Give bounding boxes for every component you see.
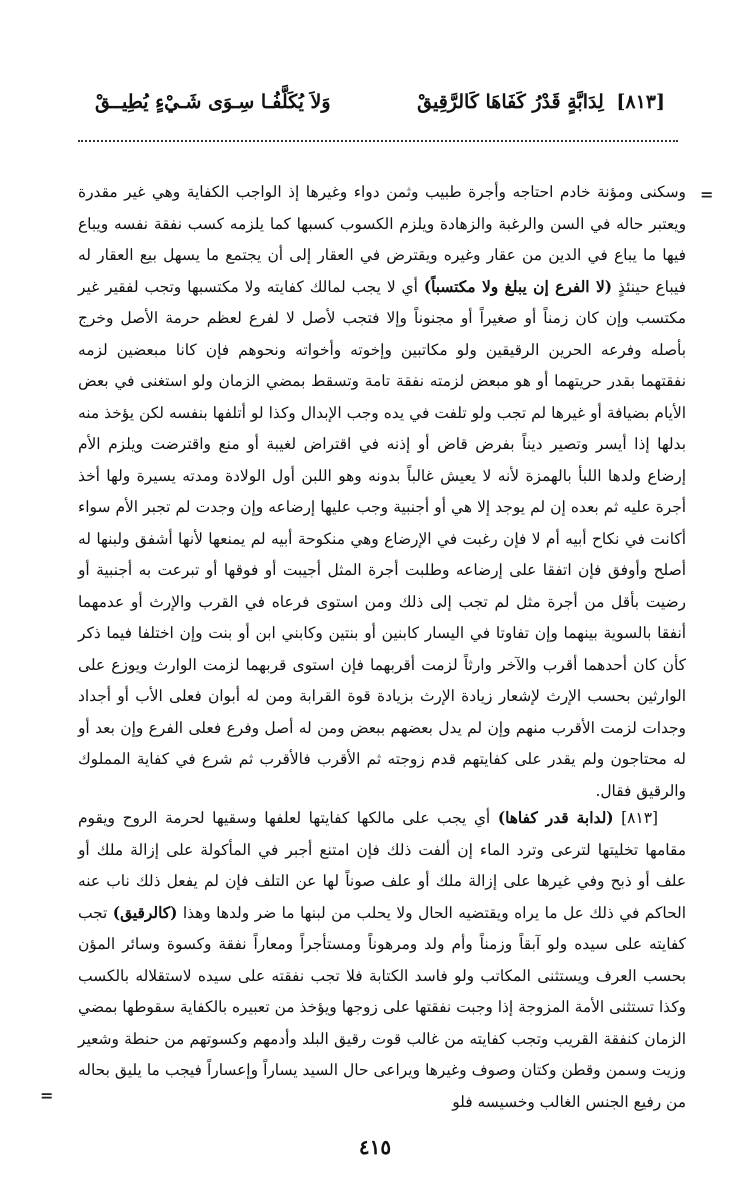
bold-quote: (كالرقيق) — [112, 903, 178, 922]
paragraph-commentary-2: [٨١٣] (لدابة قدر كفاها) أي يجب على مالكها كفايتها لعلفها وسقيها لحرمة الروح ويقوم مقامها تخليتها لترعى وترد الماء إن ألفت ذلك فإن امتنع أجبر في المأكولة على إزالة ملك أو علف أو ذبح وفي غيرها على إزالة ملك أو علف صوناً لها عن التلف فإن لم يفعل ذلك ناب عنه الحاكم في ذلك عل ما يراه ويقتضيه الحال ولا يحلب من لبنها ما ضر ولدها وهذا (كالرقيق) تجب كفايته على سيده ولو آبقاً وزمناً وأم ولد ومرهوناً ومستأجراً ومعاراً نفقة وكسوة وسائر المؤن بحسب العرف ويستثنى المكاتب ولو فاسد الكتابة فلا تجب نفقته على سيده لاستقلاله بالكسب وكذا تستثنى الأمة المزوجة إذا وجبت نفقتها على زوجها ويؤخذ من تعبيره بالكفاية سقوطها بمضي الزمان كنفقة القريب وتجب كفايته من غالب قوت رقيق البلد وأدمهم وكسوتهم من حنطة وشعير وزيت وسمن وقطن وكتان وصوف وغيرها ويراعى حال السيد يساراً وإعساراً فيجب ما يليق بحاله من رفيع الجنس الغالب وخسيسه فلو — [78, 809, 686, 1111]
margin-mark-top: = — [700, 185, 714, 204]
paragraph-number: [٨١٣] — [621, 809, 658, 827]
verse-header — [95, 82, 665, 122]
margin-mark-bottom: = — [40, 1086, 54, 1105]
page-number: ٤١٥ — [358, 1135, 392, 1159]
verse-hemistich-first: [٨١٣] لِدَابَّةٍ قَدْرُ كَفَاهَا كَالرَّقِيقْ — [417, 91, 665, 113]
paragraph-commentary-1: وسكنى ومؤنة خادم احتاجه وأجرة طبيب وثمن دواء وغيرها إذ الواجب الكفاية وهي غير مقدرة ويعتبر حاله في السن والرغبة والزهادة ويلزم الكسوب كسبها كما يلزمه كسب نفقة نفسه ويباع فيها ما يباع في الدين من عقار وغيره ويقترض في العقار إلى أن يجتمع ما يسهل بيع العقار له فيباع حينئذٍ (لا الفرع إن يبلغ ولا مكتسباً) أي لا يجب لمالك كفايته ولا مكتسبها وتجب لفقير غير مكتسب وإن كان زمناً أو صغيراً أو مجنوناً وإلا فتجب لأصل لا لفرع لعظم حرمة الأصل وخرج بأصله وفرعه الحرين الرقيقين ولو مكاتبين وإخوته وأخواته ونحوهم فإن كانا مبعضين لزمه نفقتهما بقدر حريتهما أو هو مبعض لزمته نفقة تامة وتسقط بمضي الزمان ولو استغنى في بعض الأيام بضيافة أو غيرها لم تجب ولو تلفت في يده وجب الإبدال وكذا لو أتلفها بنفسه لكن يؤخذ منه بدلها إذا أيسر وتصير ديناً بفرض قاض أو إذنه في اقتراض لغيبة أو منع واقترضت ويلزم الأم إرضاع ولدها اللبأ بالهمزة لأنه لا يعيش غالباً بدونه وهو اللبن أول الولادة ومدته يسيرة ولها أخذ أجرة عليه ثم بعده إن لم يوجد إلا هي أو أجنبية وجب عليها إرضاعه وإن وجدت لم تجبر الأم سواء أكانت في نكاح أبيه أم لا فإن رغبت في الإرضاع وهي منكوحة أبيه لم يمنعها لأنها أشفق ولبنها له أصلح وأوفق فإن اتفقا على إرضاعه وطلبت أجرة المثل أجيبت أو فوقها أو تبرعت به أجنبية أو رضيت بأقل من أجرة مثل لم تجب إلى ذلك ومن استوى فرعاه في القرب والإرث أو عدمهما أنفقا بالسوية بينهما وإن تفاوتا في اليسار كابنين أو بنتين وكابني ابن أو بنت وإن اختلفا فيما ذكر كأن كان أحدهما أقرب والآخر وارثاً لزمت أقربهما فإن استوى قربهما لزمت الوارث ويوزع على الوارثين بحسب الإرث لإشعار زيادة الإرث بزيادة قوة القرابة ومن له أبوان فعلى الأب أو أجداد وجدات لزمت الأقرب منهم وإن لم يدل بعضهم ببعض ومن له أصل وفرع فعلى الفرع وإن بعد أو له محتاجون ولم يقدر على كفايتهم قدم زوجته ثم الأقرب فالأقرب ثم شرع في كفاية المملوك والرقيق فقال. — [78, 183, 686, 800]
verse-hemistich-second: وَلاَ يُكَلَّفُـا سِـوَى شَـيْءٍ يُطِيــقْ — [95, 91, 331, 113]
bold-quote: (لدابة قدر كفاها) — [497, 809, 614, 827]
verse-number: [٨١٣] — [616, 91, 665, 113]
bold-quote: (لا الفرع إن يبلغ ولا مكتسباً) — [423, 277, 613, 296]
dotted-separator — [78, 140, 678, 142]
